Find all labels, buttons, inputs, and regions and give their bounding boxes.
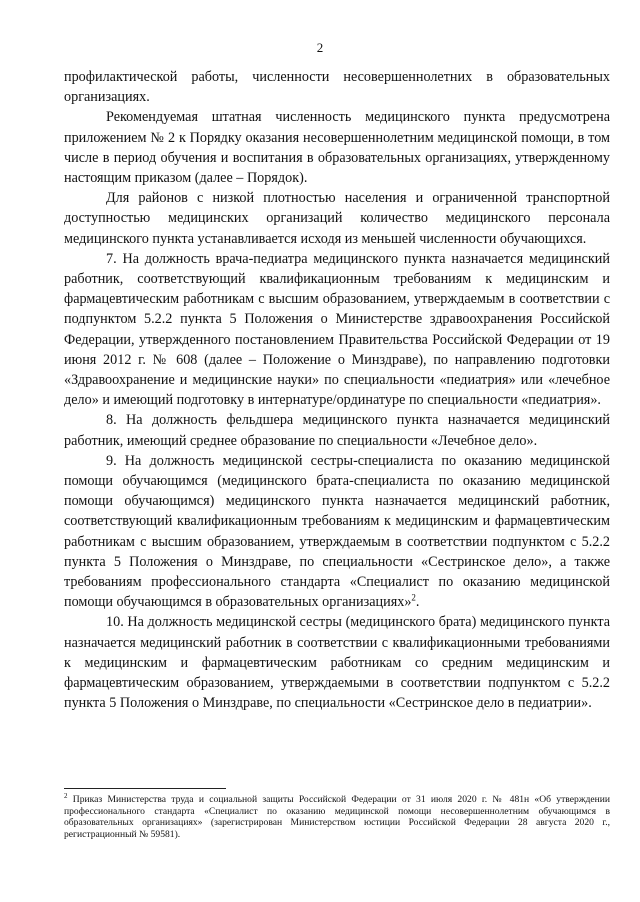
paragraph-10-nurse: 10. На должность медицинской сестры (медицинского брата) медицинского пункта назначается медицинский работник в соответствии с квалификационными требованиями к медицинским и фармацевтическим работникам со средним медицинским и фармацевтическим образованием, утверждаемыми в соответствии подпунктом с 5.2.2 пункта 5 Положения о Минздраве, по специальности «Сестринское дело в педиатрии». [64,614,610,712]
page-number: 2 [316,40,324,55]
paragraph-staffing: Рекомендуемая штатная численность медицинского пункта предусмотрена приложением № 2 к Порядку оказания несовершеннолетним медицинской помощи, в том числе в период обучения и воспитания в образовательных организациях, утвержденному настоящим приказом (далее – Порядок). [64,109,610,187]
paragraph-continuation: профилактической работы, численности несовершеннолетних в образовательных организациях. [64,69,610,106]
paragraph-9-tail: . [415,594,420,611]
footnote-marker: 2 [64,791,68,800]
paragraph-8-feldsher: 8. На должность фельдшера медицинского пункта назначается медицинский работник, имеющий среднее образование по специальности «Лечебное дело». [64,412,610,449]
paragraph-low-density: Для районов с низкой плотностью населения и ограниченной транспортной доступностью медицинских организаций количество медицинского персонала медицинского пункта устанавливается исходя из меньшей численности обучающихся. [64,190,610,247]
footnote [64,791,610,840]
paragraph-7-pediatrician: 7. На должность врача-педиатра медицинского пункта назначается медицинский работник, соответствующий квалификационным требованиям к медицинским и фармацевтическим работникам с высшим образованием, утверждаемым в соответствии с подпунктом 5.2.2 пункта 5 Положения о Министерстве здравоохранения Российской Федерации, утвержденного постановлением Правительства Российской Федерации от 19 июня 2012 г. № 608 (далее – Положение о Минздраве), по направлению подготовки «Здравоохранение и медицинские науки» по специальности «педиатрия» или «лечебное дело» и имеющий подготовку в интернатуре/ординатуре по специальности «педиатрия». [64,250,610,409]
footnote-reference: 2 [411,592,416,603]
footnote-divider [64,788,226,789]
footnote-text: Приказ Министерства труда и социальной защиты Российской Федерации от 31 июля 2020 г. № 481н «Об утверждении профессионального стандарта «Специалист по оказанию медицинской помощи несовершеннолетним обучающимся в образовательных организациях» (зарегистрирован Министерством юстиции Российской Федерации 28 августа 2020 г., регистрационный № 59581). [64,794,610,840]
body-text [64,67,610,714]
paragraph-9-text: 9. На должность медицинской сестры-специалиста по оказанию медицинской помощи обучающимся (медицинского брата-специалиста по оказанию медицинской помощи обучающимся) медицинского пункта назначается медицинский работник, соответствующий квалификационным требованиям к медицинским и фармацевтическим работникам с высшим образованием, утверждаемым в соответствии подпунктом с 5.2.2 пункта 5 Положения о Минздраве, по специальности «Сестринское дело», а также требованиям профессионального стандарта «Специалист по оказанию медицинской помощи обучающимся в образовательных организациях» [64,452,610,611]
paragraph-9-nurse-specialist [64,451,610,613]
